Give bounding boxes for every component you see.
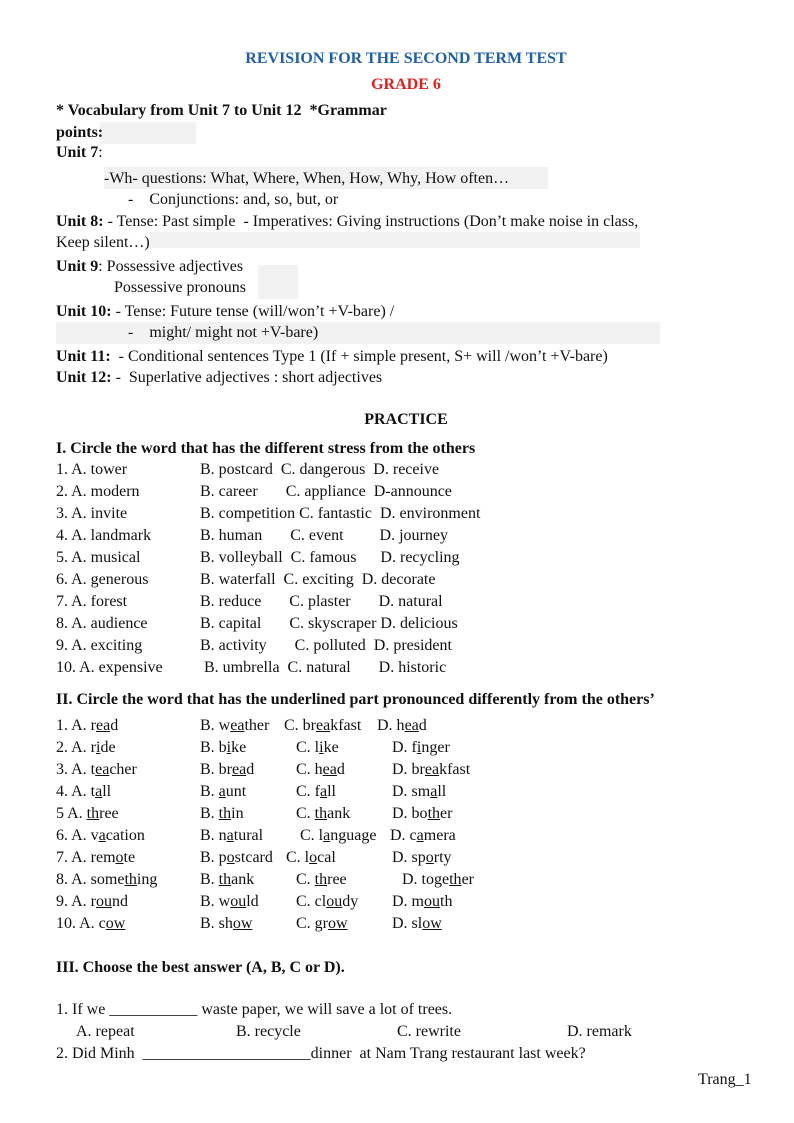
word-suffix: de (100, 739, 116, 756)
underlined-sound: ea (404, 717, 419, 734)
underlined-sound: th (124, 871, 137, 888)
pronunciation-option-a (56, 826, 145, 846)
pronunciation-option-b (200, 738, 246, 758)
pronunciation-option-b (200, 892, 259, 912)
q1-option-d: D. remark (567, 1023, 632, 1040)
underlined-sound: th (314, 871, 328, 888)
word-prefix: C. gr (296, 915, 328, 932)
word-suffix: ank (327, 805, 351, 822)
word-suffix: cher (109, 761, 137, 778)
pronunciation-option-c (296, 804, 350, 824)
stress-option-a: 2. A. modern (56, 483, 140, 500)
pronunciation-option-c (296, 760, 345, 780)
word-prefix: C. l (300, 827, 324, 844)
underlined-sound: ea (316, 717, 331, 734)
underlined-sound: ea (424, 761, 440, 778)
stress-option-a: 3. A. invite (56, 505, 128, 522)
word-suffix: th (440, 893, 453, 910)
word-suffix: rty (433, 849, 452, 866)
shading-block (150, 232, 640, 248)
word-prefix: D. sp (392, 849, 426, 866)
word-prefix: D. sl (392, 915, 423, 932)
unit8-text: - Tense: Past simple - Imperatives: Giving instructions (Don’t make noise in class, (103, 213, 639, 230)
underlined-sound: a (95, 783, 103, 800)
word-suffix: ke (323, 739, 339, 756)
word-suffix: nger (421, 739, 450, 756)
pronunciation-option-a (56, 892, 128, 912)
word-prefix: C. (296, 871, 315, 888)
underlined-sound: ow (328, 915, 348, 932)
unit7-colon: : (98, 144, 103, 161)
underlined-sound: o (425, 849, 434, 866)
word-suffix: dy (342, 893, 359, 910)
pronunciation-option-d (390, 826, 456, 846)
word-prefix: B. (200, 871, 219, 888)
word-prefix: B. br (200, 761, 232, 778)
unit9-text: : Possessive adjectives (98, 258, 244, 275)
word-prefix: 9. A. r (56, 893, 96, 910)
pronunciation-option-d (392, 892, 452, 912)
stress-option-a: 8. A. audience (56, 615, 148, 632)
word-prefix: 10. A. c (56, 915, 106, 932)
underlined-sound: i (226, 739, 232, 756)
word-suffix: tural (233, 827, 264, 844)
underlined-sound: i (416, 739, 422, 756)
pronunciation-option-c (300, 826, 376, 846)
stress-options-bcd: B. postcard C. dangerous D. receive (200, 461, 440, 478)
word-prefix: C. f (296, 783, 320, 800)
shading-block (258, 265, 298, 299)
q1-option-b: B. recycle (236, 1023, 301, 1040)
word-prefix: B. w (200, 717, 231, 734)
word-suffix: er (461, 871, 474, 888)
word-prefix: B. w (200, 893, 231, 910)
underlined-sound: a (430, 783, 438, 800)
word-suffix: ing (136, 871, 158, 888)
stress-options-bcd: B. activity C. polluted D. president (200, 637, 452, 654)
underlined-sound: ea (96, 717, 111, 734)
word-suffix: nd (112, 893, 128, 910)
section2-heading: II. Circle the word that has the underlined part pronounced differently from the others’ (56, 691, 655, 708)
unit9-continuation: Possessive pronouns (114, 279, 247, 296)
shading-block (100, 122, 196, 144)
stress-option-a: 9. A. exciting (56, 637, 143, 654)
word-prefix: B. (200, 805, 219, 822)
stress-options-bcd: B. waterfall C. exciting D. decorate (200, 571, 436, 588)
pronunciation-option-a (56, 760, 137, 780)
unit8-label: Unit 8: (56, 213, 104, 230)
word-suffix: ll (102, 783, 112, 800)
word-prefix: B. n (200, 827, 227, 844)
stress-options-bcd: B. umbrella C. natural D. historic (204, 659, 447, 676)
unit12-text: - Superlative adjectives : short adjectives (111, 369, 383, 386)
underlined-sound: th (427, 805, 441, 822)
word-prefix: 3. A. t (56, 761, 96, 778)
word-prefix: 7. A. rem (56, 849, 116, 866)
q1-option-c: C. rewrite (397, 1023, 461, 1040)
question-2: 2. Did Minh _____________________dinner at Nam Trang restaurant last week? (56, 1045, 586, 1062)
word-prefix: C. (296, 805, 315, 822)
word-prefix: 8. A. some (56, 871, 125, 888)
underlined-sound: a (98, 827, 106, 844)
underlined-sound: ea (95, 761, 110, 778)
stress-options-bcd: B. competition C. fantastic D. environment (200, 505, 481, 522)
unit11-line (56, 347, 608, 367)
word-prefix: B. b (200, 739, 227, 756)
pronunciation-option-a (56, 804, 119, 824)
word-suffix: d (336, 761, 345, 778)
section3-heading: III. Choose the best answer (A, B, C or D). (56, 959, 345, 976)
pronunciation-option-d (392, 914, 442, 934)
unit9-label: Unit 9 (56, 258, 99, 275)
word-prefix: D. bo (392, 805, 428, 822)
word-suffix: in (231, 805, 244, 822)
pronunciation-option-a (56, 716, 118, 736)
underlined-sound: o (115, 849, 124, 866)
word-suffix: ther (244, 717, 270, 734)
pronunciation-option-d (377, 716, 427, 736)
word-prefix: D. c (390, 827, 417, 844)
practice-title: PRACTICE (364, 411, 448, 428)
word-prefix: D. f (392, 739, 417, 756)
underlined-sound: ow (232, 915, 253, 932)
word-suffix: kfast (439, 761, 471, 778)
pronunciation-option-b (200, 760, 254, 780)
word-prefix: C. h (296, 761, 323, 778)
underlined-sound: i (96, 739, 101, 756)
section1-heading: I. Circle the word that has the different stress from the others (56, 440, 476, 457)
word-prefix: 2. A. r (56, 739, 96, 756)
underlined-sound: ow (422, 915, 442, 932)
underlined-sound: a (226, 827, 234, 844)
underlined-sound: ou (96, 893, 112, 910)
grammar-points-label: points: (56, 124, 104, 141)
pronunciation-option-a (56, 738, 116, 758)
pronunciation-option-b (200, 870, 254, 890)
pronunciation-option-b (200, 826, 263, 846)
pronunciation-option-c (286, 848, 336, 868)
pronunciation-option-b (200, 716, 269, 736)
document-title: REVISION FOR THE SECOND TERM TEST (245, 50, 567, 67)
word-suffix: mera (423, 827, 456, 844)
word-suffix: kfast (330, 717, 362, 734)
word-suffix: ank (231, 871, 255, 888)
underlined-sound: ea (322, 761, 337, 778)
pronunciation-option-d (392, 738, 450, 758)
unit7-conjunctions: - Conjunctions: and, so, but, or (128, 191, 339, 208)
pronunciation-option-b (200, 848, 273, 868)
word-suffix: nguage (330, 827, 377, 844)
word-prefix: 4. A. t (56, 783, 96, 800)
underlined-sound: a (323, 827, 331, 844)
word-suffix: te (123, 849, 136, 866)
pronunciation-option-b (200, 914, 252, 934)
word-suffix: d (110, 717, 119, 734)
q1-option-a: A. repeat (76, 1023, 135, 1040)
word-suffix: cal (317, 849, 336, 866)
stress-option-a: 6. A. generous (56, 571, 149, 588)
unit7-line (56, 143, 103, 163)
stress-option-a: 1. A. tower (56, 461, 128, 478)
word-prefix: C. br (284, 717, 316, 734)
underlined-sound: i (319, 739, 324, 756)
unit7-label: Unit 7 (56, 144, 99, 161)
word-prefix: B. sh (200, 915, 233, 932)
pronunciation-option-c (296, 870, 347, 890)
word-suffix: stcard (234, 849, 273, 866)
underlined-sound: ou (424, 893, 440, 910)
unit7-wh-questions: -Wh- questions: What, Where, When, How, Why, How often… (104, 170, 510, 187)
underlined-sound: o (309, 849, 318, 866)
underlined-sound: th (218, 805, 232, 822)
underlined-sound: a (218, 783, 226, 800)
word-prefix: C. l (296, 739, 320, 756)
stress-options-bcd: B. career C. appliance D-announce (200, 483, 452, 500)
stress-option-a: 10. A. expensive (56, 659, 163, 676)
underlined-sound: ou (326, 893, 343, 910)
word-suffix: ree (327, 871, 347, 888)
stress-options-bcd: B. reduce C. plaster D. natural (200, 593, 443, 610)
pronunciation-option-b (200, 782, 246, 802)
grade-label: GRADE 6 (371, 76, 441, 93)
unit10-text: - Tense: Future tense (will/won’t +V-bare) / (111, 303, 395, 320)
underlined-sound: ea (230, 717, 245, 734)
pronunciation-option-c (284, 716, 361, 736)
underlined-sound: o (226, 849, 235, 866)
word-prefix: D. toge (402, 871, 450, 888)
pronunciation-option-a (56, 870, 157, 890)
pronunciation-option-d (392, 848, 452, 868)
word-prefix: C. cl (296, 893, 327, 910)
word-prefix: D. sm (392, 783, 431, 800)
unit9-line (56, 257, 243, 277)
underlined-sound: a (320, 783, 328, 800)
pronunciation-option-c (296, 782, 336, 802)
underlined-sound: th (218, 871, 232, 888)
pronunciation-option-c (296, 914, 348, 934)
word-prefix: 6. A. v (56, 827, 99, 844)
stress-options-bcd: B. capital C. skyscraper D. delicious (200, 615, 458, 632)
pronunciation-option-a (56, 914, 125, 934)
unit11-label: Unit 11: (56, 348, 111, 365)
pronunciation-option-d (402, 870, 474, 890)
underlined-sound: th (86, 805, 100, 822)
pronunciation-option-a (56, 848, 135, 868)
stress-option-a: 7. A. forest (56, 593, 128, 610)
word-suffix: d (246, 761, 255, 778)
underlined-sound: ea (232, 761, 247, 778)
word-prefix: 1. A. r (56, 717, 96, 734)
pronunciation-option-d (392, 804, 452, 824)
pronunciation-option-c (296, 892, 358, 912)
word-prefix: B. (200, 783, 219, 800)
word-prefix: B. p (200, 849, 227, 866)
pronunciation-option-b (200, 804, 244, 824)
word-suffix: er (440, 805, 453, 822)
question-1: 1. If we ___________ waste paper, we will save a lot of trees. (56, 1001, 453, 1018)
underlined-sound: th (314, 805, 328, 822)
pronunciation-option-d (392, 760, 470, 780)
unit12-label: Unit 12: (56, 369, 112, 386)
word-suffix: unt (225, 783, 247, 800)
underlined-sound: ow (105, 915, 126, 932)
word-suffix: ree (99, 805, 119, 822)
unit11-text: - Conditional sentences Type 1 (If + simple present, S+ will /won’t +V-bare) (110, 348, 608, 365)
word-suffix: ld (246, 893, 259, 910)
word-suffix: ll (327, 783, 336, 800)
word-suffix: d (418, 717, 427, 734)
unit8-continuation: Keep silent…) (56, 234, 150, 251)
word-prefix: D. h (377, 717, 405, 734)
word-suffix: ke (231, 739, 247, 756)
stress-options-bcd: B. volleyball C. famous D. recycling (200, 549, 460, 566)
pronunciation-option-a (56, 782, 111, 802)
word-suffix: cation (105, 827, 145, 844)
unit10-label: Unit 10: (56, 303, 112, 320)
unit10-continuation: - might/ might not +V-bare) (128, 324, 319, 341)
stress-option-a: 5. A. musical (56, 549, 141, 566)
page-number: Trang_1 (698, 1071, 752, 1088)
word-prefix: D. br (392, 761, 425, 778)
unit10-line (56, 302, 394, 322)
unit12-line (56, 368, 382, 388)
unit8-line (56, 212, 638, 232)
vocabulary-grammar-heading: * Vocabulary from Unit 7 to Unit 12 *Grammar (56, 102, 387, 119)
stress-option-a: 4. A. landmark (56, 527, 152, 544)
underlined-sound: ou (230, 893, 247, 910)
underlined-sound: th (449, 871, 462, 888)
word-prefix: C. l (286, 849, 310, 866)
underlined-sound: a (416, 827, 424, 844)
pronunciation-option-c (296, 738, 339, 758)
word-suffix: ll (437, 783, 447, 800)
word-prefix: D. m (392, 893, 424, 910)
stress-options-bcd: B. human C. event D. journey (200, 527, 448, 544)
pronunciation-option-d (392, 782, 446, 802)
word-prefix: 5 A. (56, 805, 87, 822)
